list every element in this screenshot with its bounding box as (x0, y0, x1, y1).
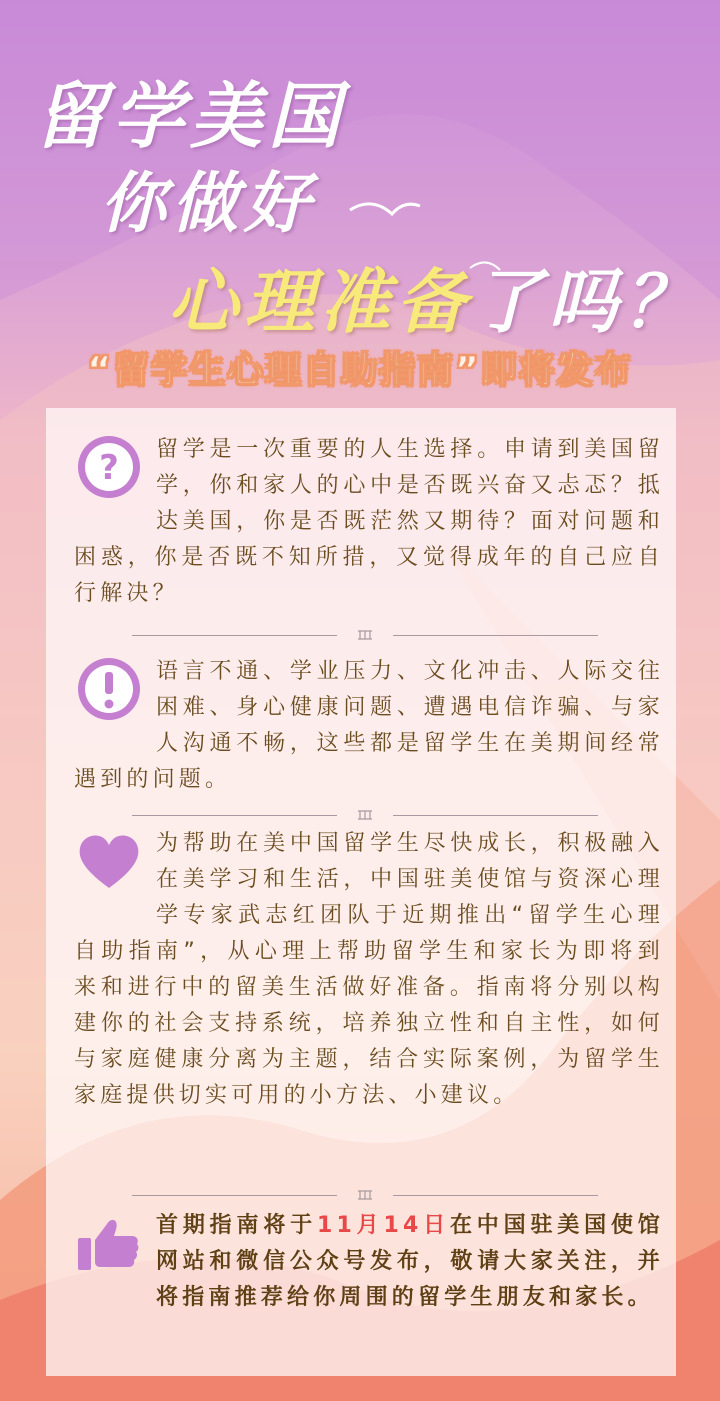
svg-text:?: ? (99, 448, 119, 488)
title-line-2: 你做好 (100, 164, 316, 242)
title-line-3 (168, 246, 700, 347)
release-text-after: 在中国驻美国使馆网站和微信公众号发布，敬请大家关注，并将指南推荐给你周围的留学生朋友和家长。 (156, 1213, 664, 1310)
thumbs-up-icon (74, 1208, 144, 1278)
title-line-1: 留学美国 (34, 73, 347, 158)
exclamation-icon (74, 654, 144, 724)
release-text-before: 首期指南将于 (156, 1213, 317, 1238)
section-release (74, 1208, 664, 1316)
question-mark-icon (74, 432, 144, 502)
section-text (74, 1208, 664, 1316)
divider (132, 808, 598, 822)
bird-icon (350, 204, 420, 214)
release-date: 11月14日 (317, 1213, 450, 1238)
section-text: 留学是一次重要的人生选择。申请到美国留学，你和家人的心中是否既兴奋又忐忑？抵达美国，你是否既茫然又期待？面对问题和困惑，你是否既不知所措，又觉得成年的自己应自行解决？ (74, 437, 664, 606)
title-highlight: 心理准备 (168, 260, 472, 343)
content-card (46, 408, 676, 1376)
heart-icon (74, 826, 144, 896)
title-rest: 了吗？ (472, 260, 700, 343)
section-text: 语言不通、学业压力、文化冲击、人际交往困难、身心健康问题、遭遇电信诈骗、与家人沟通不畅，这些都是留学生在美期间经常遇到的问题。 (74, 659, 664, 792)
divider (132, 628, 598, 642)
divider (132, 1188, 598, 1202)
subtitle: “留学生心理自助指南”即将发布 (87, 350, 633, 391)
section-text: 为帮助在美中国留学生尽快成长，积极融入在美学习和生活，中国驻美使馆与资深心理学专家武志红团队于近期推出“留学生心理自助指南”，从心理上帮助留学生和家长为即将到来和进行中的留美生活做好准备。指南将分别以构建你的社会支持系统，培养独立性和自主性，如何与家庭健康分离为主题，结合实际案例，为留学生家庭提供切实可用的小方法、小建议。 (74, 831, 664, 1108)
section-problems (74, 654, 664, 798)
section-intro (74, 432, 664, 612)
section-guide-intro (74, 826, 664, 1114)
